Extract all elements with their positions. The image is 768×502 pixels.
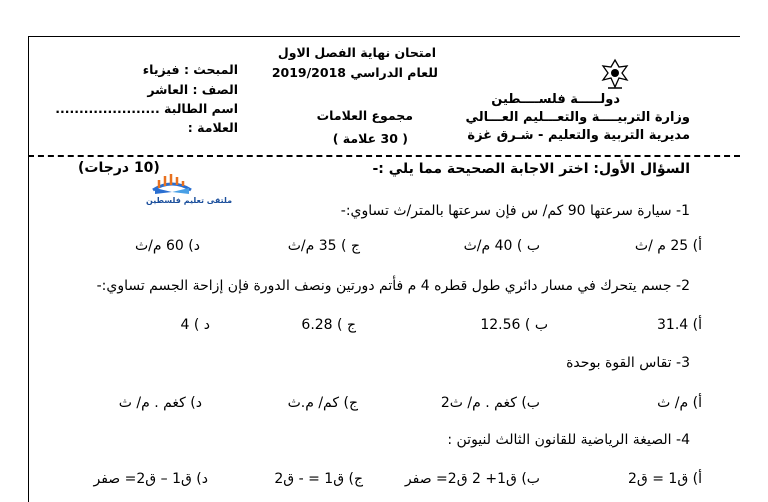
directorate-name: مديرية التربية والتعليم - شـرق غزة (467, 128, 690, 143)
question-4-text: 4- الصيغة الرياضية للقانون الثالث لنيوتن : (447, 432, 690, 448)
q2-option-d[interactable]: د ) 4 (180, 317, 210, 333)
question-3-text: 3- تقاس القوة بوحدة (566, 355, 690, 371)
q1-option-a[interactable]: أ) 25 م /ث (634, 238, 702, 254)
section1-points: (10 درجات) (78, 160, 160, 176)
q2-option-a[interactable]: أ) 31.4 (657, 317, 702, 333)
exam-year: للعام الدراسي 2019/2018 (271, 65, 438, 80)
q1-option-b[interactable]: ب ) 40 م/ث (463, 238, 540, 254)
left-border (28, 36, 29, 502)
question-1-text: 1- سيارة سرعتها 90 كم/ س فإن سرعتها بالمتر/ث تساوي:- (340, 203, 690, 219)
section1-title: السؤال الأول: اختر الاجابة الصحيحة مما يلي :- (372, 161, 690, 177)
q4-option-c[interactable]: ج) ق1 = - ق2 (274, 471, 363, 487)
top-border (28, 36, 740, 37)
total-marks-label: مجموع العلامات (316, 108, 413, 123)
subject-label: المبحث : فيزياء (142, 62, 238, 77)
q2-option-c[interactable]: ج ) 6.28 (301, 317, 356, 333)
q4-option-d[interactable]: د) ق1 – ق2= صفر (93, 471, 208, 487)
palestine-emblem-icon (600, 58, 630, 90)
header-separator (28, 155, 740, 157)
forum-logo-icon (149, 172, 195, 196)
exam-title: امتحان نهاية الفصل الاول (277, 45, 436, 60)
q4-option-b[interactable]: ب) ق1+ 2 ق2= صفر (404, 471, 540, 487)
total-marks-value: ( 30 علامة ) (332, 131, 408, 146)
q3-option-d[interactable]: د) كغم . م/ ث (118, 395, 202, 411)
q4-option-a[interactable]: أ) ق1 = ق2 (627, 471, 702, 487)
q1-option-c[interactable]: ج ) 35 م/ث (287, 238, 360, 254)
q3-option-b[interactable]: ب) كغم . م/ ث2 (440, 395, 540, 411)
grade-label: الصف : العاشر (147, 82, 238, 97)
student-name-label: اسم الطالبة ...................... (55, 101, 238, 116)
question-2-text: 2- جسم يتحرك في مسار دائري طول قطره 4 م فأتم دورتين ونصف الدورة فإن إزاحة الجسم تساوي:- (96, 278, 690, 294)
ministry-name: وزارة التربيــــة والتعـــليم العـــالي (465, 110, 690, 125)
state-name: دولـــــة فلســــطين (491, 92, 620, 107)
q3-option-a[interactable]: أ) م/ ث (657, 395, 702, 411)
mark-label: العلامة : (187, 120, 238, 135)
q2-option-b[interactable]: ب ) 12.56 (480, 317, 548, 333)
q1-option-d[interactable]: د) 60 م/ث (135, 238, 200, 254)
forum-logo-caption: ملتقى تعليم فلسطين (146, 196, 233, 205)
q3-option-c[interactable]: ج) كم/ م.ث (287, 395, 358, 411)
